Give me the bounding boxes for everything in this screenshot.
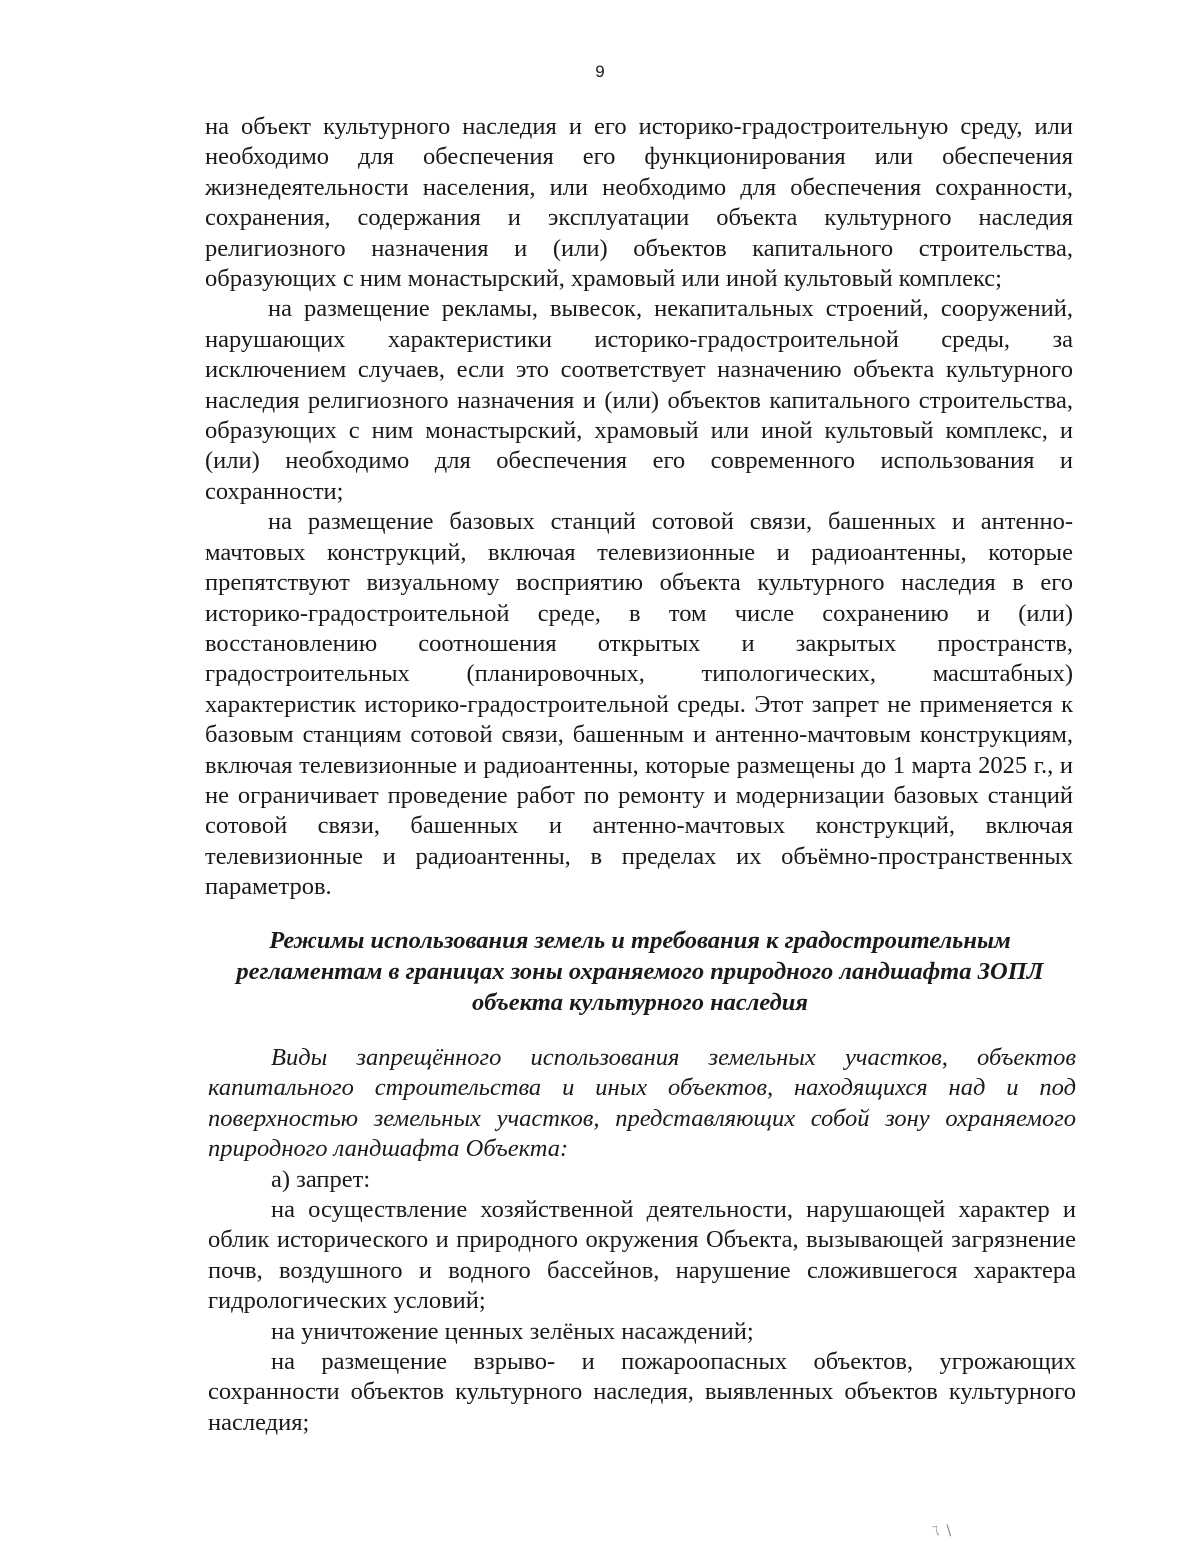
paragraph-cellular-stations-ban: на размещение базовых станций сотовой связи, башенных и антенно-мачтовых конструкций, включая телевизионные и радиоантенны, которые препятствуют визуальному восприятию объекта культурного наследия в его историко-градостроительной среде, в том числе сохранению и (или) восстановлению соотношения открытых и закрытых пространств, градостроительных (планировочных, типологических, масштабных) характеристик историко-градостроительной среды. Этот запрет не применяется к базовым станциям сотовой связи, башенным и антенно-мачтовым конструкциям, включая телевизионные и радиоантенны, которые размещены до 1 марта 2025 г., и не ограничивает проведение работ по ремонту и модернизации базовых станций сотовой связи, башенных и антенно-мачтовых конструкций, включая телевизионные и радиоантенны, в пределах их объёмно-пространственных параметров. bbox=[205, 508, 1073, 901]
prohibited-uses-intro: Виды запрещённого использования земельных участков, объектов капитального строительства и иных объектов, находящихся над и под поверхностью земельных участков, представляющих собой зону охраняемого природного ландшафта Объекта: bbox=[208, 1044, 1076, 1163]
paragraph-continuation: на объект культурного наследия и его историко-градостроительную среду, или необходимо для обеспечения его функционирования или обеспечения жизнедеятельности населения, или необходимо для обеспечения сохранности, сохранения, содержания и эксплуатации объекта культурного наследия религиозного назначения и (или) объектов капитального строительства, образующих с ним монастырский, храмовый или иной культовый комплекс; bbox=[205, 113, 1073, 293]
paragraph-advertising-ban: на размещение рекламы, вывесок, некапитальных строений, сооружений, нарушающих характеристики историко-градостроительной среды, за исключением случаев, если это соответствует назначению объекта культурного наследия религиозного назначения и (или) объектов капитального строительства, образующих с ним монастырский, храмовый или иной культовый комплекс, и (или) необходимо для обеспечения его современного использования и сохранности; bbox=[205, 295, 1073, 505]
list-item: на осуществление хозяйственной деятельности, нарушающей характер и облик исторического и природного окружения Объекта, вызывающей загрязнение почв, воздушного и водного бассейнов, нарушение сложившегося характера гидрологических условий; bbox=[208, 1196, 1076, 1315]
list-item-a: а) запрет: bbox=[271, 1165, 371, 1193]
document-body-section-1 bbox=[205, 112, 1073, 903]
list-item: на размещение взрыво- и пожароопасных объектов, угрожающих сохранности объектов культурного наследия, выявленных объектов культурного наследия; bbox=[208, 1348, 1076, 1436]
section-heading: Режимы использования земель и требования к градостроительным регламентам в границах зоны охраняемого природного ландшафта ЗОПЛ объекта культурного наследия bbox=[236, 927, 1044, 1016]
scan-artifact-mark: ㄟ \ bbox=[928, 1523, 952, 1539]
page-number: 9 bbox=[595, 62, 605, 81]
list-item: на уничтожение ценных зелёных насаждений; bbox=[271, 1317, 754, 1345]
document-body-section-2 bbox=[208, 1043, 1076, 1438]
